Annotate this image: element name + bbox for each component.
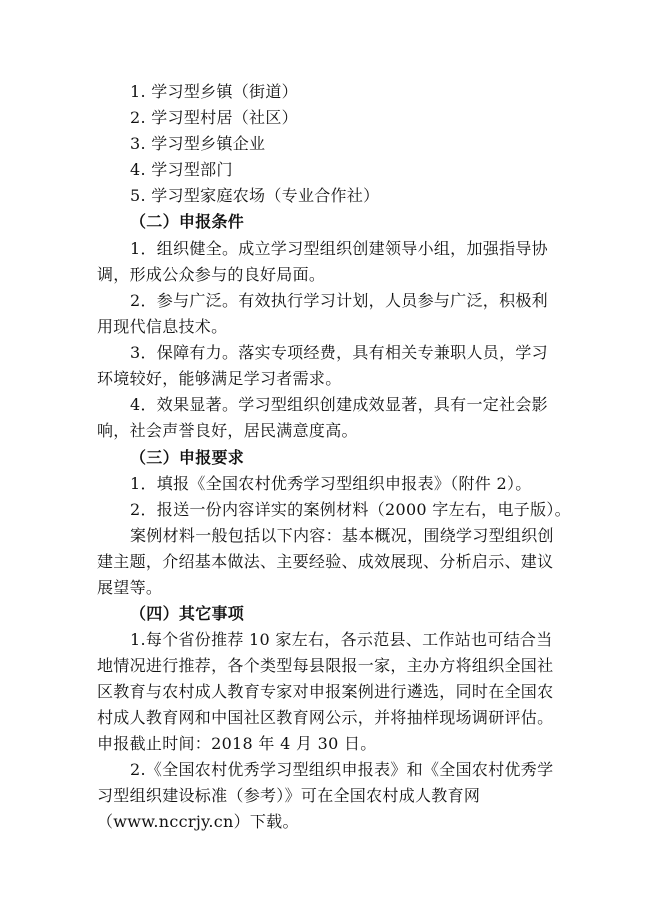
requirement-line: 1．填报《全国农村优秀学习型组织申报表》（附件 2）。: [130, 474, 532, 493]
condition-line: 响，社会声誉良好，居民满意度高。: [97, 421, 358, 440]
type-item-3: 3. 学习型乡镇企业: [130, 134, 266, 153]
other-line: 1.每个省份推荐 10 家左右，各示范县、工作站也可结合当: [130, 630, 553, 649]
other-line: 习型组织建设标准（参考）》可在全国农村成人教育网: [97, 786, 481, 805]
other-line: 2.《全国农村优秀学习型组织申报表》和《全国农村优秀学: [130, 760, 554, 779]
condition-line: 调，形成公众参与的良好局面。: [97, 265, 326, 284]
other-line: （www.nccrjy.cn）下载。: [97, 812, 299, 831]
requirement-line: 2．报送一份内容详实的案例材料（2000 字左右，电子版）。: [130, 500, 571, 519]
condition-line: 4．效果显著。学习型组织创建成效显著，具有一定社会影: [130, 395, 548, 414]
other-line: 申报截止时间：2018 年 4 月 30 日。: [97, 734, 377, 753]
requirement-line: 案例材料一般包括以下内容：基本概况，围绕学习型组织创: [130, 526, 554, 545]
type-item-2: 2. 学习型村居（社区）: [130, 108, 298, 127]
other-line: 区教育与农村成人教育专家对申报案例进行遴选，同时在全国农: [97, 682, 554, 701]
condition-line: 3．保障有力。落实专项经费，具有相关专兼职人员，学习: [130, 343, 548, 362]
other-line: 地情况进行推荐，各个类型每县限报一家，主办方将组织全国社: [97, 656, 554, 675]
condition-line: 用现代信息技术。: [97, 317, 228, 336]
type-item-5: 5. 学习型家庭农场（专业合作社）: [130, 186, 380, 205]
other-line: 村成人教育网和中国社区教育网公示，并将抽样现场调研评估。: [97, 708, 554, 727]
type-item-4: 4. 学习型部门: [130, 160, 233, 179]
section-heading-other: （四）其它事项: [130, 604, 245, 623]
condition-line: 环境较好，能够满足学习者需求。: [97, 369, 342, 388]
type-item-1: 1. 学习型乡镇（街道）: [130, 82, 298, 101]
requirement-line: 展望等。: [97, 578, 163, 597]
condition-line: 1．组织健全。成立学习型组织创建领导小组，加强指导协: [130, 239, 548, 258]
section-heading-conditions: （二）申报条件: [130, 212, 245, 231]
condition-line: 2．参与广泛。有效执行学习计划，人员参与广泛，积极利: [130, 291, 548, 310]
section-heading-requirements: （三）申报要求: [130, 448, 245, 467]
requirement-line: 建主题，介绍基本做法、主要经验、成效展现、分析启示、建议: [97, 552, 554, 571]
